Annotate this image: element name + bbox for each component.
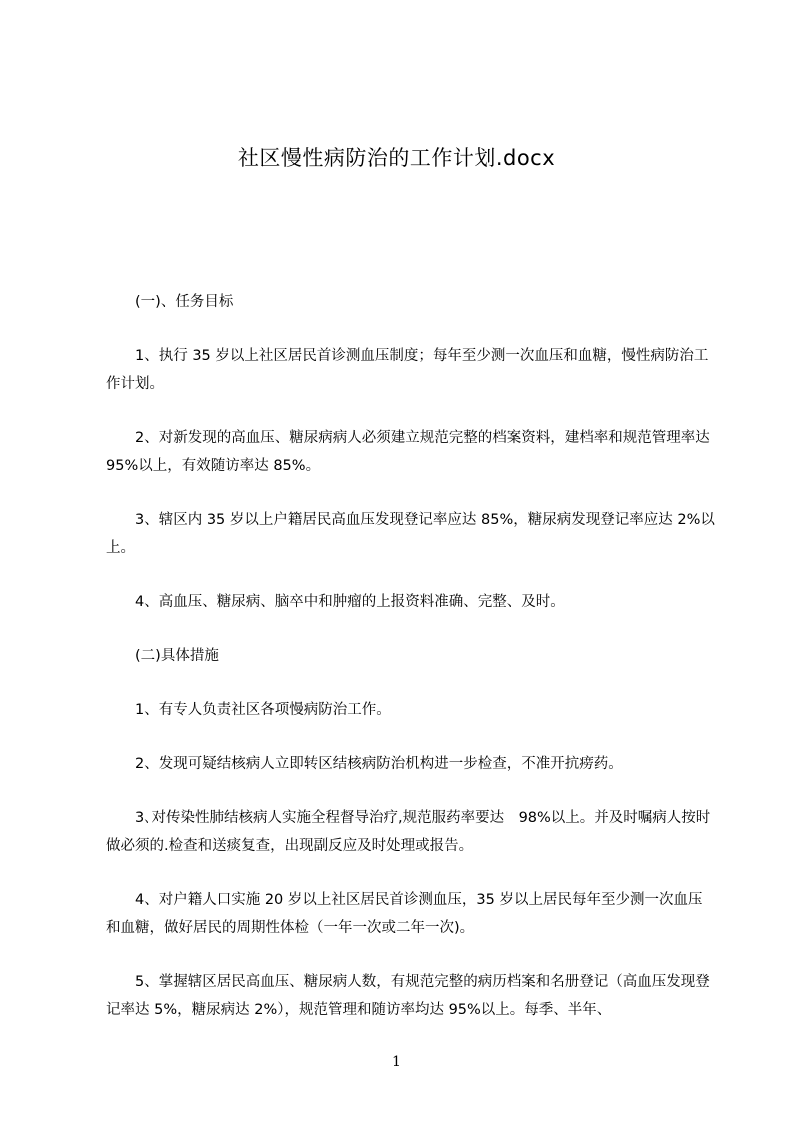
- paragraph: 4、对户籍人口实施 20 岁以上社区居民首诊测血压，35 岁以上居民每年至少测一次血压和血糖，做好居民的周期性体检（一年一次或二年一次)。: [106, 892, 703, 936]
- page-number: 1: [392, 1054, 401, 1070]
- document-title: 社区慢性病防治的工作计划.docx: [237, 146, 556, 170]
- section-heading-1: (一)、任务目标: [135, 294, 234, 310]
- document-body: [106, 288, 716, 1050]
- paragraph: 3､对传染性肺结核病人实施全程督导治疗,规范服药率要达 98%以上。并及时嘱病人按时做必须的.检查和送痰复查，出现副反应及时处理或报告。: [106, 810, 711, 854]
- paragraph: 1、有专人负责社区各项慢病防治工作。: [135, 702, 391, 718]
- paragraph: 2、发现可疑结核病人立即转区结核病防治机构进一步检查，不准开抗痨药。: [135, 756, 623, 772]
- section-heading-2: (二)具体措施: [135, 648, 219, 664]
- paragraph: 2、对新发现的高血压、糖尿病病人必须建立规范完整的档案资料，建档率和规范管理率达 95%以上，有效随访率达 85%。: [106, 430, 710, 474]
- paragraph: 5、掌握辖区居民高血压、糖尿病人数，有规范完整的病历档案和名册登记（高血压发现登记率达 5%，糖尿病达 2%），规范管理和随访率均达 95%以上。每季、半年、: [106, 974, 710, 1018]
- paragraph: 1、执行 35 岁以上社区居民首诊测血压制度；每年至少测一次血压和血糖，慢性病防治工作计划。: [106, 348, 709, 392]
- paragraph: 4、高血压、糖尿病、脑卒中和肿瘤的上报资料准确、完整、及时。: [135, 594, 565, 610]
- paragraph: 3、辖区内 35 岁以上户籍居民高血压发现登记率应达 85%，糖尿病发现登记率应达 2%以上。: [106, 512, 715, 556]
